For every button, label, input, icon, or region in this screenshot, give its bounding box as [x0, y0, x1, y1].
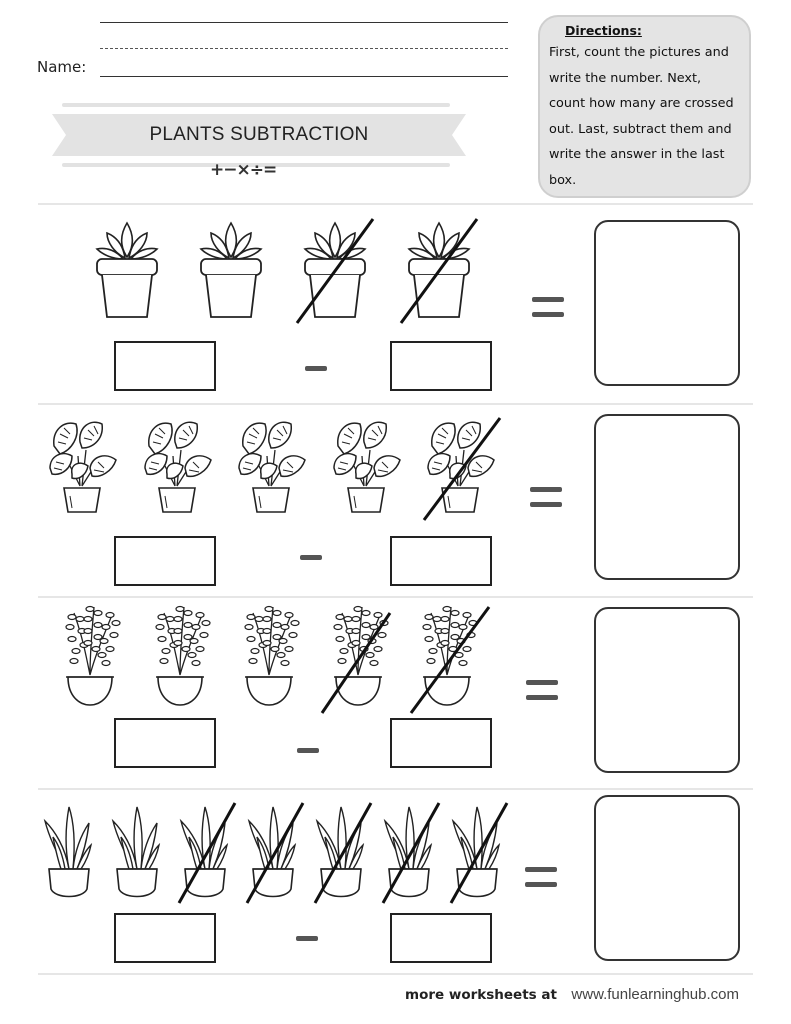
minus-sign	[300, 555, 322, 560]
footer-url[interactable]: www.funlearninghub.com	[571, 986, 739, 1003]
equals-sign	[526, 680, 558, 700]
total-count-box[interactable]	[114, 341, 216, 391]
succulent-icon	[95, 219, 159, 319]
answer-box[interactable]	[594, 795, 740, 961]
name-line-top	[100, 22, 508, 23]
fern-icon	[150, 605, 210, 707]
fern-icon	[60, 605, 120, 707]
directions-text: First, count the pictures and write the number. Next, count how many are crossed out. Last, subtract them and write the answer in the last box.	[549, 45, 734, 188]
crossed-count-box[interactable]	[390, 536, 492, 586]
monstera-icon	[145, 416, 215, 516]
crossed-count-box[interactable]	[390, 718, 492, 768]
divider	[38, 596, 753, 598]
fern-icon-crossed	[328, 605, 388, 707]
snake-plant-icon-crossed	[315, 803, 367, 901]
divider	[38, 203, 753, 205]
name-line-dashed	[100, 48, 508, 49]
snake-plant-icon-crossed	[247, 803, 299, 901]
snake-plant-icon-crossed	[451, 803, 503, 901]
directions-title: Directions:	[565, 23, 642, 38]
divider	[38, 973, 753, 975]
answer-box[interactable]	[594, 220, 740, 386]
equals-sign	[530, 487, 562, 507]
fern-icon	[239, 605, 299, 707]
succulent-icon	[199, 219, 263, 319]
footer-label: more worksheets at	[405, 987, 557, 1003]
divider	[38, 788, 753, 790]
monstera-icon-crossed	[428, 416, 498, 516]
monstera-icon	[334, 416, 404, 516]
total-count-box[interactable]	[114, 536, 216, 586]
snake-plant-icon-crossed	[179, 803, 231, 901]
page-title: PLANTS SUBTRACTION	[149, 124, 369, 145]
fern-icon-crossed	[417, 605, 477, 707]
snake-plant-icon	[43, 803, 95, 901]
footer	[405, 986, 739, 1003]
crossed-count-box[interactable]	[390, 341, 492, 391]
directions-box	[538, 15, 751, 198]
succulent-icon-crossed	[407, 219, 471, 319]
monstera-icon	[50, 416, 120, 516]
monstera-icon	[239, 416, 309, 516]
name-label: Name:	[37, 58, 87, 76]
equals-sign	[525, 867, 557, 887]
minus-sign	[305, 366, 327, 371]
math-operators-icon: +−×÷=	[210, 160, 277, 180]
minus-sign	[297, 748, 319, 753]
name-line-bottom[interactable]	[100, 76, 508, 77]
snake-plant-icon	[111, 803, 163, 901]
answer-box[interactable]	[594, 414, 740, 580]
minus-sign	[296, 936, 318, 941]
total-count-box[interactable]	[114, 913, 216, 963]
divider	[38, 403, 753, 405]
answer-box[interactable]	[594, 607, 740, 773]
crossed-count-box[interactable]	[390, 913, 492, 963]
snake-plant-icon-crossed	[383, 803, 435, 901]
succulent-icon-crossed	[303, 219, 367, 319]
total-count-box[interactable]	[114, 718, 216, 768]
equals-sign	[532, 297, 564, 317]
